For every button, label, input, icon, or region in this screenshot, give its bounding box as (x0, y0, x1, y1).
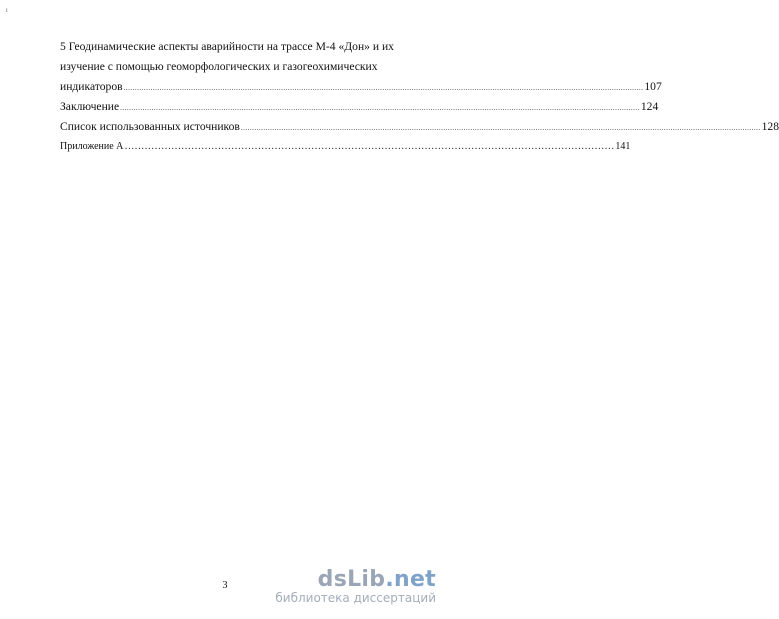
corner-mark: i (6, 8, 8, 14)
toc-leader-dots: ....................................................................................................................................................................................................................................... (120, 104, 640, 112)
page-number: 3 (222, 580, 228, 591)
toc-chapter5-line3: индикаторов (60, 80, 123, 93)
watermark-logo (275, 569, 436, 591)
toc-leader-dots: ....................................................................................................................................................................................................................................... (123, 84, 644, 92)
toc-chapter5-line1: 5 Геодинамические аспекты аварийности на трассе М-4 «Дон» и их (60, 40, 394, 53)
toc-leader-dots: ………………………………………………………………………………………………………………………………… (124, 141, 615, 152)
watermark-subtitle: библиотека диссертаций (275, 591, 436, 605)
watermark-logo-main: dsLib (317, 567, 386, 592)
toc-entry-title: Приложение А (60, 141, 124, 152)
toc-chapter5-page: 107 (644, 80, 662, 93)
toc-entry-sources (60, 117, 779, 137)
toc-entry-page: 124 (640, 100, 659, 113)
toc-leader-dots: ....................................................................................................................................................................................................................................... (240, 124, 761, 132)
toc-entry-conclusion (60, 97, 659, 117)
toc-chapter5-line2: изучение с помощью геоморфологических и газогеохимических (60, 60, 378, 73)
watermark-logo-tld: .net (385, 567, 436, 592)
toc-entry-title: Список использованных источников (60, 120, 240, 133)
table-of-contents (60, 37, 779, 157)
toc-entry-title: Заключение (60, 100, 120, 113)
toc-entry-page: 141 (615, 141, 631, 152)
toc-entry-appendix-a (60, 137, 631, 157)
toc-entry-page: 128 (761, 120, 779, 133)
toc-chapter5-entry (60, 77, 662, 97)
watermark (275, 569, 436, 605)
